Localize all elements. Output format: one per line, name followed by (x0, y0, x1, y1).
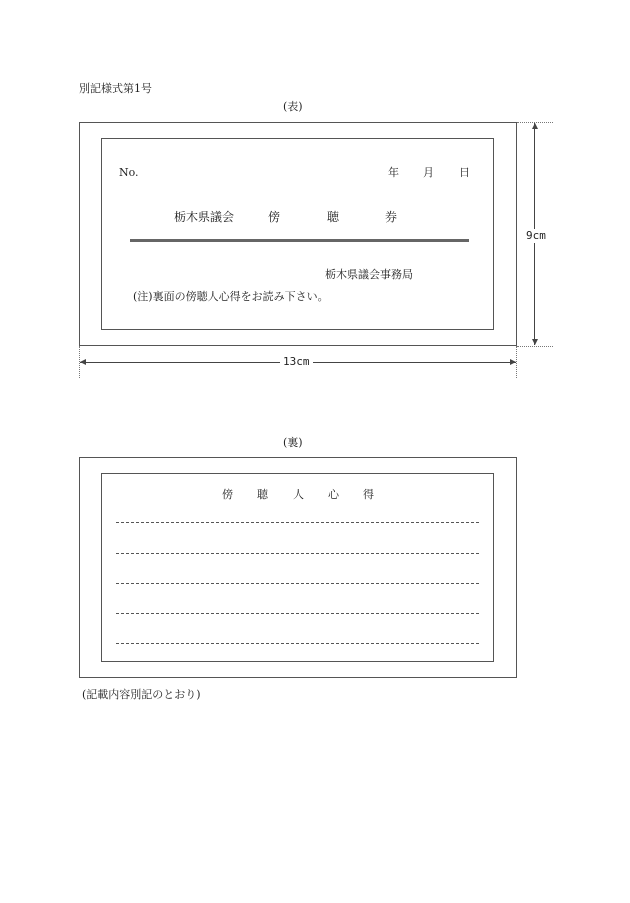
blank-line (116, 643, 479, 644)
date-day-label: 日 (459, 166, 470, 179)
arrow-right-icon (510, 359, 516, 365)
ticket-title-char-2: 聴 (327, 210, 340, 224)
date-month-label: 月 (423, 166, 434, 179)
back-heading: (裏) (283, 436, 303, 449)
rules-title-char-5: 得 (363, 488, 374, 501)
ticket-number-label: No. (119, 166, 139, 179)
rules-title-char-1: 傍 (222, 488, 233, 501)
front-note: (注)裏面の傍聴人心得をお読み下さい。 (133, 290, 329, 303)
ticket-title-assembly: 栃木県議会 (174, 210, 235, 224)
dim-extension-right (516, 346, 517, 378)
width-dimension-label: 13cm (280, 355, 313, 369)
blank-line (116, 522, 479, 523)
rules-title-char-2: 聴 (257, 488, 268, 501)
ticket-title-char-3: 券 (385, 210, 398, 224)
rules-title-char-3: 人 (293, 488, 304, 501)
ticket-title-char-1: 傍 (268, 210, 281, 224)
form-number: 別記様式第1号 (79, 82, 152, 95)
arrow-down-icon (532, 339, 538, 345)
arrow-up-icon (532, 123, 538, 129)
blank-line (116, 613, 479, 614)
issuer-name: 栃木県議会事務局 (325, 268, 413, 281)
dim-extension-bottom (517, 346, 553, 347)
height-dimension-label: 9cm (523, 229, 549, 243)
title-underline (130, 239, 469, 242)
arrow-left-icon (80, 359, 86, 365)
date-year-label: 年 (388, 166, 399, 179)
blank-line (116, 583, 479, 584)
rules-title-char-4: 心 (328, 488, 339, 501)
blank-line (116, 553, 479, 554)
front-heading: (表) (283, 100, 303, 113)
back-note: (記載内容別記のとおり) (82, 688, 201, 701)
